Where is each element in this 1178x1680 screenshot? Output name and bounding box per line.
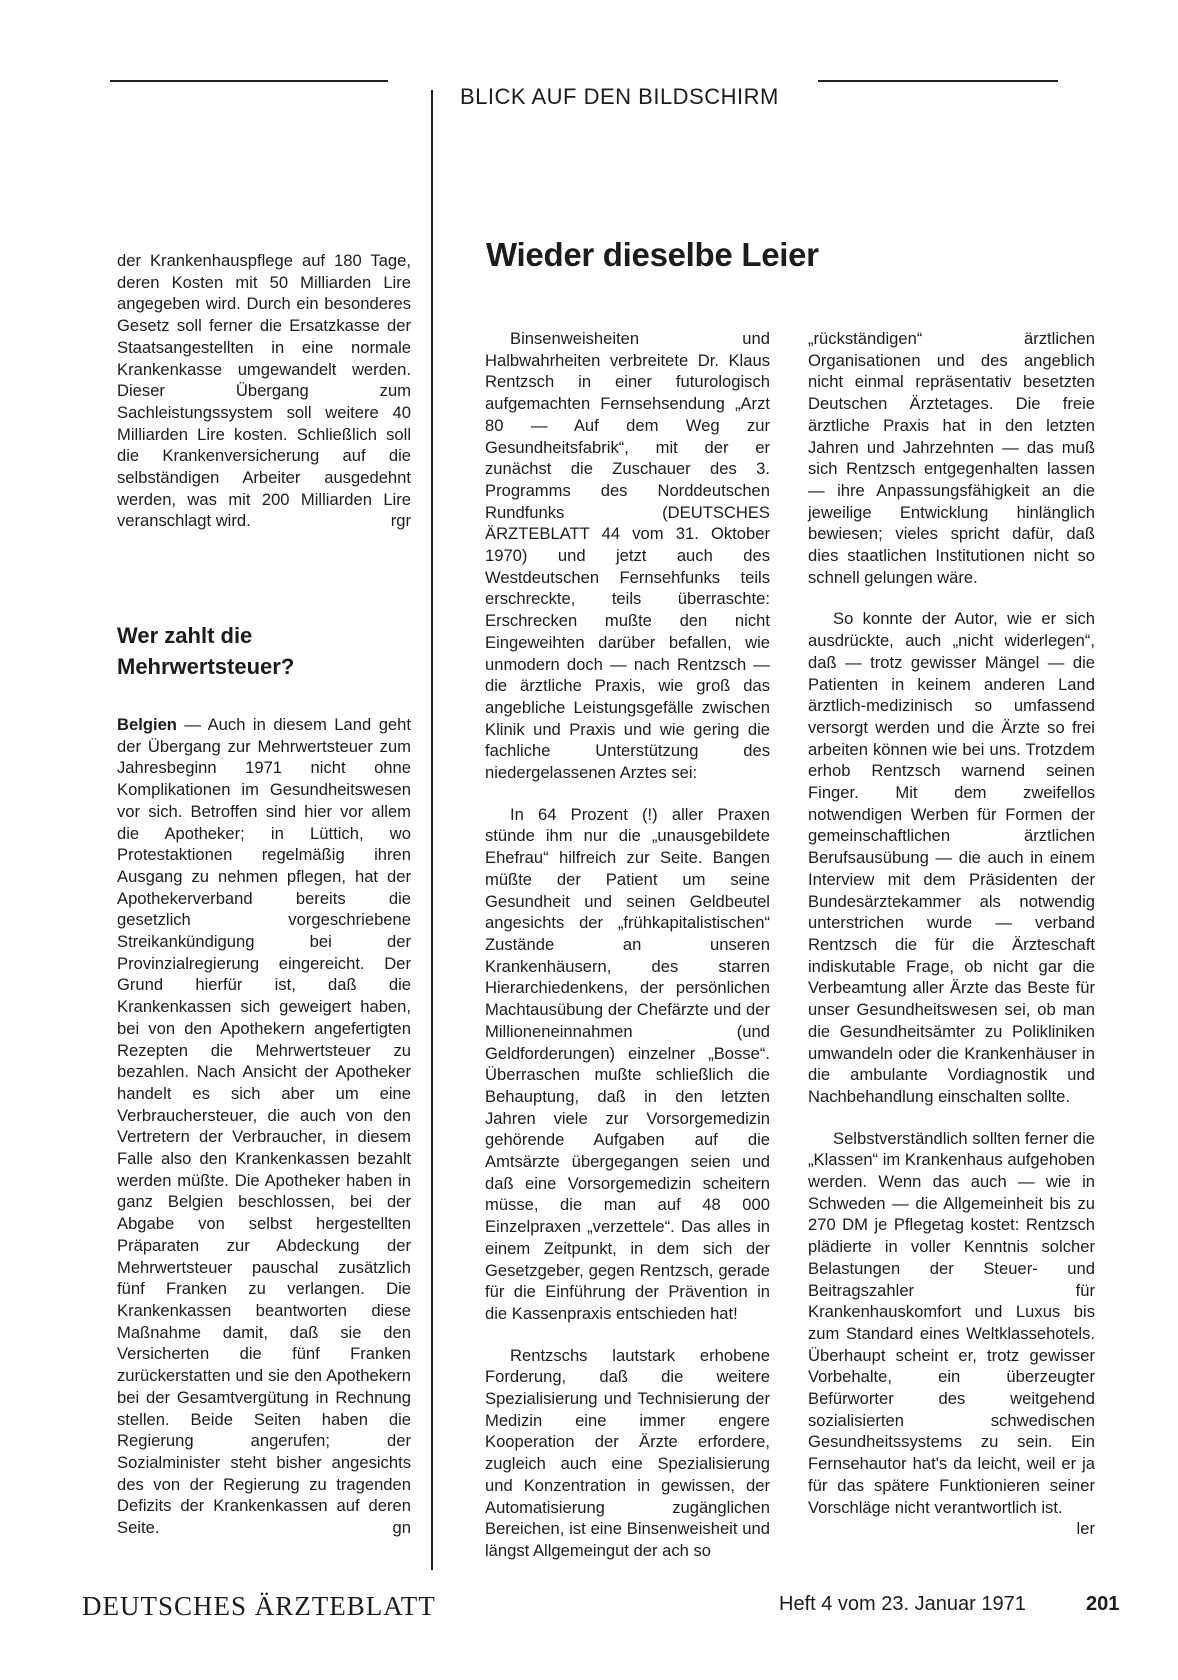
header-rule-left (110, 80, 388, 82)
headline-line-1: Wer zahlt die (117, 623, 253, 648)
page-number: 201 (1086, 1593, 1120, 1615)
right-column (808, 328, 1095, 1540)
header-rule-right (818, 80, 1058, 82)
main-paragraph-6-wrap (808, 1128, 1095, 1539)
main-paragraph-3: Rentzschs lautstark erhobene Forderung, daß die weitere Spezialisierung und Technisierung der Medizin eine immer engere Kooperation der Ärzte erfordere, zugleich auch eine Spezialisierung und Konzentration in gewissen, der Automatisierung zugänglichen Bereichen, ist eine Binsenweisheit und längst Allgemeingut der ach so (485, 1345, 770, 1560)
article-lead: Belgien (117, 715, 177, 734)
continuation-text: der Krankenhauspflege auf 180 Tage, deren Kosten mit 50 Milliarden Lire angegeben wird. Durch ein besonderes Gesetz soll ferner die Ersatzkasse der Staatsangestellten in eine normale Krankenkasse umgewandelt werden. Dieser Übergang zum Sachleistungssystem soll weitere 40 Milliarden Lire kosten. Schließlich soll die Krankenversicherung auf die selbständigen Arbeiter ausgedehnt werden, was mit 200 Milliarden Lire veranschlagt wird. (117, 251, 411, 531)
middle-column (485, 328, 770, 1562)
continuation-paragraph (117, 250, 411, 532)
main-paragraph-6: Selbstverständlich sollten ferner die „Klassen“ im Krankenhaus aufgehoben werden. Wenn das auch — wie in Schweden — die Allgemeinheit bis zu 270 DM je Pflegetag kostet: Rentzsch plädierte in voller Kenntnis solcher Belastungen der Steuer- und Beitragszahler für Krankenhauskomfort und Luxus bis zum Standard eines Weltklassehotels. Überhaupt scheint er, trotz gewisser Vorbehalte, ein überzeugter Befürworter des weitgehend sozialisierten schwedischen Gesundheitssystems zu sein. Ein Fernsehautor hat's da leicht, weil er ja für das spätere Funktionieren seiner Vorschläge nicht verantwortlich ist. (808, 1128, 1095, 1517)
issue-info: Heft 4 vom 23. Januar 1971 (779, 1593, 1026, 1615)
main-paragraph-2: In 64 Prozent (!) aller Praxen stünde ihm nur die „unausgebildete Ehefrau“ hilfreich zur Seite. Bangen müßte der Patient um seine Gesundheit und seinen Geldbeutel angesichts der „frühkapitalistischen“ Zustände an unseren Krankenhäusern, des starren Hierarchiedenkens, der persönlichen Machtausübung der Chefärzte und der Millioneneinnahmen (und Geldforderungen) einzelner „Bosse“. Überraschen mußte schließlich die Behauptung, daß in den letzten Jahren viele zur Vorsorgemedizin gehörende Aufgaben auf die Amtsärzte übergegangen seien und daß eine Vorsorgemedizin scheitern müsse, die man auf 48 000 Einzelpraxen „verzettele“. Das alles in einem Zeitpunkt, in dem sich der Gesetzgeber, gegen Rentzsch, gerade für die Einführung der Prävention in die Kassenpraxis entschieden hat! (485, 804, 770, 1323)
author-signature: gn (392, 1518, 411, 1538)
left-column-continuation (117, 250, 411, 532)
section-heading: BLICK AUF DEN BILDSCHIRM (460, 84, 779, 109)
column-divider (431, 90, 433, 1570)
article-body: — Auch in diesem Land geht der Übergang zur Mehrwertsteuer zum Jahresbeginn 1971 nicht ohne Komplikationen im Gesundheitswesen vor sich. Betroffen sind hier vor allem die Apotheker; in Lüttich, wo Protestaktionen regelmäßig ihren Ausgang zu nehmen pflegen, hat der Apothekerverband bereits die gesetzlich vorgeschriebene Streikankündigung bei der Provinzialregierung eingereicht. Der Grund hierfür ist, daß die Krankenkassen sich geweigert haben, bei von den Apothekern angefertigten Rezepten die Mehrwertsteuer zu bezahlen. Nach Ansicht der Apotheker handelt es sich aber um eine Verbrauchersteuer, die auch von den Vertretern der Verbraucher, in diesem Falle also den Krankenkassen bezahlt werden müßte. Die Apotheker haben in ganz Belgien beschlossen, bei der Abgabe von selbst hergestellten Präparaten zur Abdeckung der Mehrwertsteuer pauschal zusätzlich fünf Franken zu verlangen. Die Krankenkassen beantworten diese Maßnahme damit, daß sie den Versicherten die fünf Franken zurückerstatten und sie den Apothekern bei der Gesamtvergütung in Rechnung stellen. Beide Seiten haben die Regierung angerufen; der Sozialminister steht bisher angesichts des von der Regierung zu tragenden Defizits der Krankenkassen auf deren Seite. (117, 715, 411, 1538)
main-article-title: Wieder dieselbe Leier (486, 236, 819, 273)
main-paragraph-1: Binsenweisheiten und Halbwahrheiten verbreitete Dr. Klaus Rentzsch in einer futurologisch aufgemachten Fernsehsendung „Arzt 80 — Auf dem Weg zur Gesundheitsfabrik“, mit der er zunächst die Zuschauer des 3. Programms des Norddeutschen Rundfunks (DEUTSCHES ÄRZTEBLATT 44 vom 31. Oktober 1970) und jetzt auch des Westdeutschen Fernsehfunks teils erschreckte, teils überraschte: Erschrecken mußte den nicht Eingeweihten darüber befallen, wie unmodern doch — nach Rentzsch — die ärztliche Praxis, wie groß das angebliche Leistungsgefälle zwischen Klinik und Praxis und wie gering die fachliche Unterstützung des niedergelassenen Arztes sei: (485, 329, 770, 783)
headline-line-2: Mehrwertsteuer? (117, 654, 295, 679)
author-signature: rgr (390, 511, 411, 531)
left-column-article (117, 714, 411, 1539)
publication-name: DEUTSCHES ÄRZTEBLATT (82, 1591, 436, 1621)
main-paragraph-4: „rückständigen“ ärztlichen Organisationen und des angeblich nicht einmal repräsentativ besetzten Deutschen Ärztetages. Die freie ärztliche Praxis hat in den letzten Jahren und Jahrzehnten — das muß sich Rentzsch entgegenhalten lassen — ihre Anpassungsfähigkeit an die jeweilige Entwicklung hinlänglich bewiesen; vieles spricht dafür, daß dies staatlichen Institutionen nicht so schnell gelungen wäre. (808, 329, 1095, 587)
article-paragraph (117, 714, 411, 1539)
author-signature: ler (1076, 1519, 1095, 1539)
article-headline (117, 620, 411, 682)
main-paragraph-5: So konnte der Autor, wie er sich ausdrückte, auch „nicht widerlegen“, daß — trotz gewisser Mängel — die Patienten in keinem anderen Land ärztlich-medizinisch so umfassend versorgt werden und die Ärzte so frei arbeiten können wie bei uns. Trotzdem erhob Rentzsch warnend seinen Finger. Mit dem zweifellos notwendigen Werben für Formen der gemeinschaftlichen ärztlichen Berufsausübung — die auch in einem Interview mit dem Präsidenten der Bundesärztekammer als notwendig unterstrichen wurde — verband Rentzsch die für die Ärzteschaft indiskutable Frage, ob nicht gar die Verbeamtung aller Ärzte das Beste für unser Gesundheitswesen sei, ob man die Gesundheitsämter zu Polikliniken umwandeln oder die Krankenhäuser in die ambulante Vordiagnostik und Nachbehandlung einschalten sollte. (808, 609, 1095, 1106)
